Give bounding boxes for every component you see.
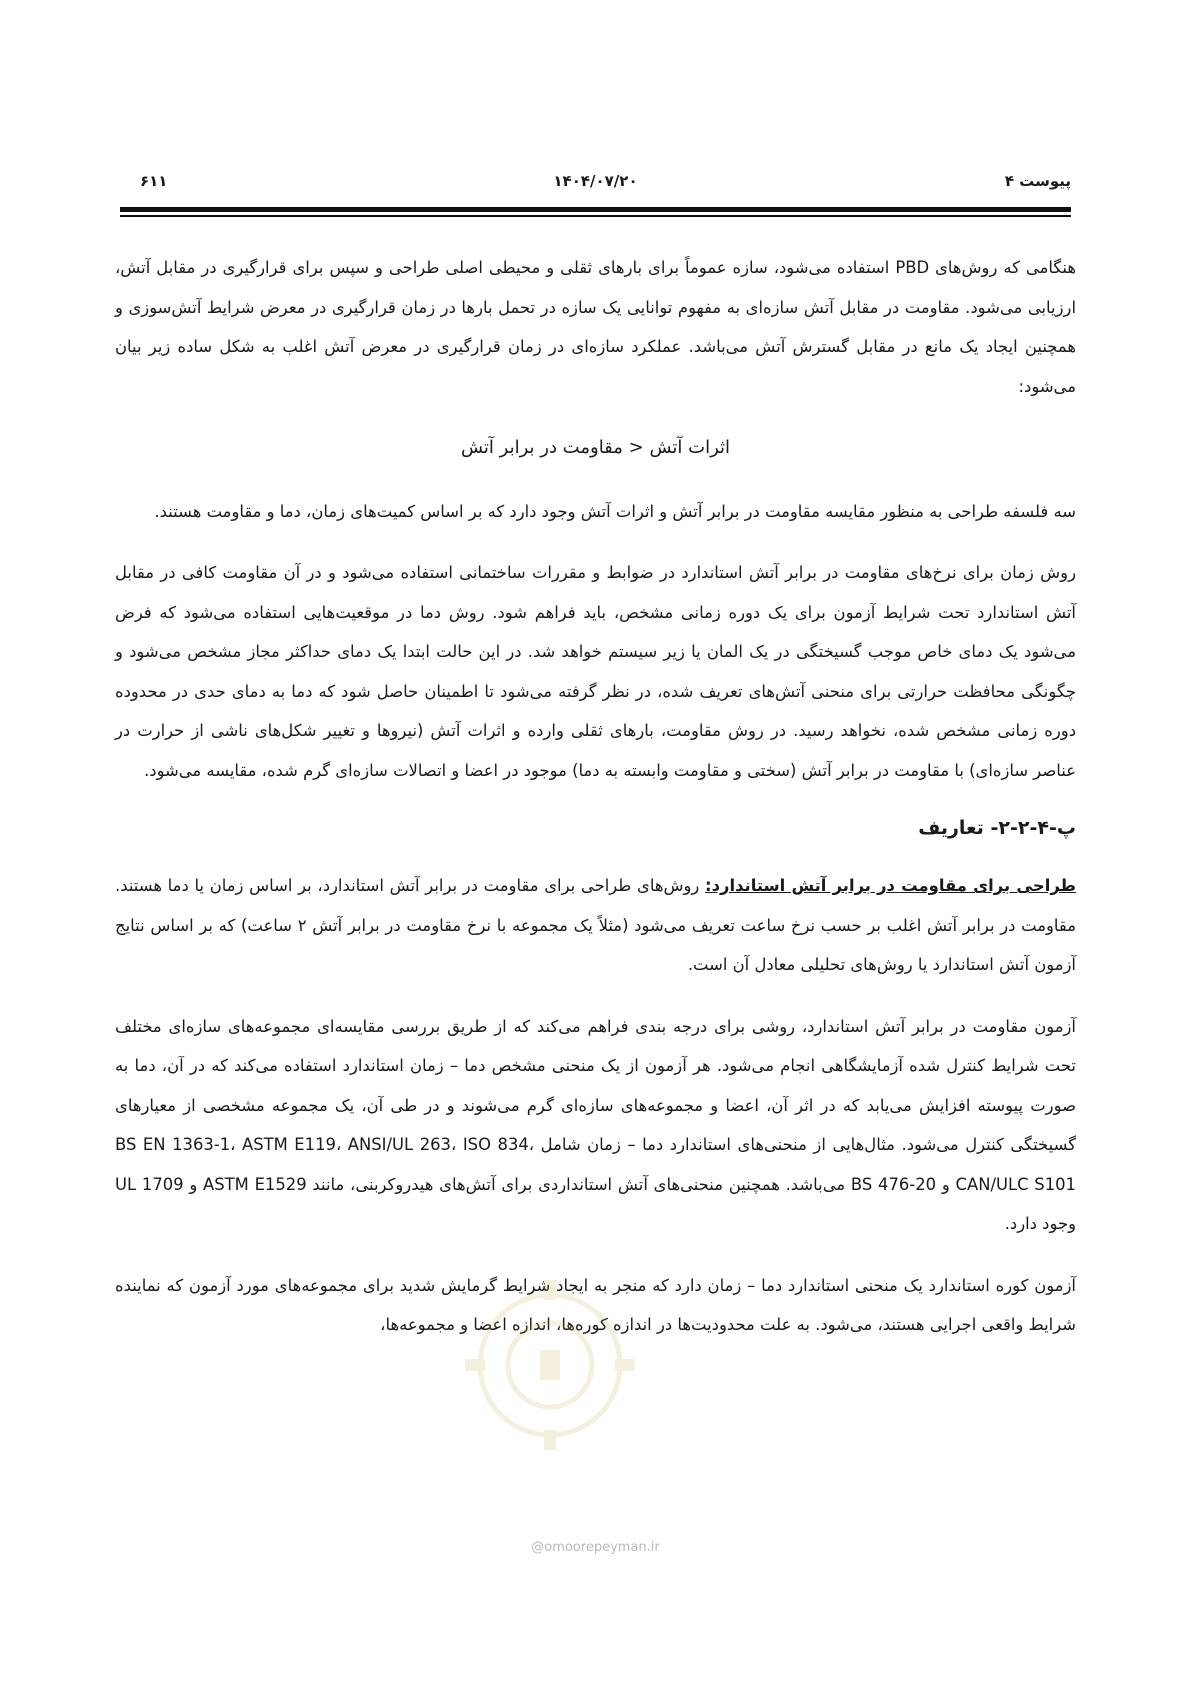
definition-term: طراحی برای مقاومت در برابر آتش استاندارد: — [705, 876, 1076, 895]
appendix-label: پیوست ۴ — [1004, 172, 1071, 190]
paragraph-fire-test: آزمون مقاومت در برابر آتش استاندارد، روشی برای درجه بندی فراهم می‌کند که از طریق بررسی مقایسه‌ای مجموعه‌های سازه‌ای مختلف تحت شرایط کنترل شده آزمایشگاهی انجام می‌شود. هر آزمون از یک منحنی مشخص دما – زمان استاندارد استفاده می‌کند که در آن، دما به صورت پیوسته افزایش می‌یابد که در اثر آن، اعضا و مجموعه‌های سازه‌ای گرم می‌شوند و در طی آن، یک مجموعه مشخصی از معیارهای گسیختگی کنترل می‌شود. مثال‌هایی از منحنی‌های استاندارد دما – زمان شامل BS EN 1363-1، ASTM E119، ANSI/UL 263، ISO 834، CAN/ULC S101 و BS 476-20 می‌باشد. همچنین منحنی‌های آتش استانداردی برای آتش‌های هیدروکربنی، مانند ASTM E1529 و UL 1709 وجود دارد. — [115, 1016, 1077, 1233]
header-rule-thick — [120, 207, 1071, 212]
header-rule-thin — [120, 215, 1071, 217]
watermark-text: @omoorepeyman.ir — [531, 1540, 660, 1555]
paragraph-furnace: آزمون کوره استاندارد یک منحنی استاندارد دما – زمان دارد که منجر به ایجاد شرایط گرمایش شدید برای مجموعه‌های مورد آزمون که نماینده شرایط واقعی اجرایی هستند، می‌شود. به علت محدودیت‌ها در اندازه کوره‌ها، اندازه اعضا و مجموعه‌ها، — [115, 1275, 1076, 1334]
paragraph-time-method: روش زمان برای نرخ‌های مقاومت در برابر آتش استاندارد در ضوابط و مقررات ساختمانی استفاده می‌شود و در آن مقاومت کافی در مقابل آتش استاندارد تحت شرایط آزمون برای یک دوره زمانی مشخص، باید فراهم شود. روش دما در موقعیت‌هایی استفاده می‌شود که فرض می‌شود یک دمای خاص موجب گسیختگی در یک المان یا زیر سیستم خواهد شد. در این حالت ابتدا یک دمای حداکثر مجاز مشخص می‌شود و چگونگی محافظت حرارتی برای منحنی آتش‌های تعریف شده، در نظر گرفته می‌شود تا اطمینان حاصل شود که دما به دمای حدی در محدوده دوره زمانی مشخص شده، نخواهد رسید. در روش مقاومت، بارهای ثقلی وارده و اثرات آتش (نیروها و تغییر شکل‌های ناشی از حرارت در عناصر سازه‌ای) با مقاومت در برابر آتش (سختی و مقاومت وابسته به دما) موجود در اعضا و اتصالات سازه‌ای گرم شده، مقایسه می‌شود. — [115, 563, 1076, 780]
page-body — [115, 248, 1076, 1367]
paragraph-definition — [115, 866, 1076, 985]
page-number: ۶۱۱ — [140, 172, 168, 190]
watermark-logo-icon — [450, 1250, 650, 1480]
page-header — [120, 172, 1071, 196]
date-label: ۱۴۰۴/۰۷/۲۰ — [553, 172, 638, 190]
definition-text: روش‌های طراحی برای مقاومت در برابر آتش استاندارد، بر اساس زمان یا دما هستند. مقاومت در برابر آتش اغلب بر حسب نرخ ساعت تعریف می‌شود (مثلاً یک مجموعه با نرخ مقاومت در برابر آتش ۲ ساعت) که بر اساس نتایج آزمون آتش استاندارد یا روش‌های تحلیلی معادل آن است. — [115, 876, 1076, 974]
section-heading: پ-۴-۲-۲- تعاریف — [918, 817, 1076, 839]
equation: اثرات آتش < مقاومت در برابر آتش — [460, 437, 731, 458]
paragraph-pbd: هنگامی که روش‌های PBD استفاده می‌شود، سازه عموماً برای بارهای ثقلی و محیطی اصلی طراحی و سپس برای قرارگیری در مقابل آتش، ارزیابی می‌شود. مقاومت در مقابل آتش سازه‌ای به مفهوم توانایی یک سازه در تحمل بارها در زمان قرارگیری در معرض شرایط آتش‌سوزی و همچنین ایجاد یک مانع در مقابل گسترش آتش می‌باشد. عملکرد سازه‌ای در زمان قرارگیری در معرض آتش اغلب به شکل ساده زیر بیان می‌شود: — [115, 258, 1076, 396]
paragraph-philosophy: سه فلسفه طراحی به منظور مقایسه مقاومت در برابر آتش و اثرات آتش وجود دارد که بر اساس کمیت‌های زمان، دما و مقاومت هستند. — [154, 501, 1076, 521]
